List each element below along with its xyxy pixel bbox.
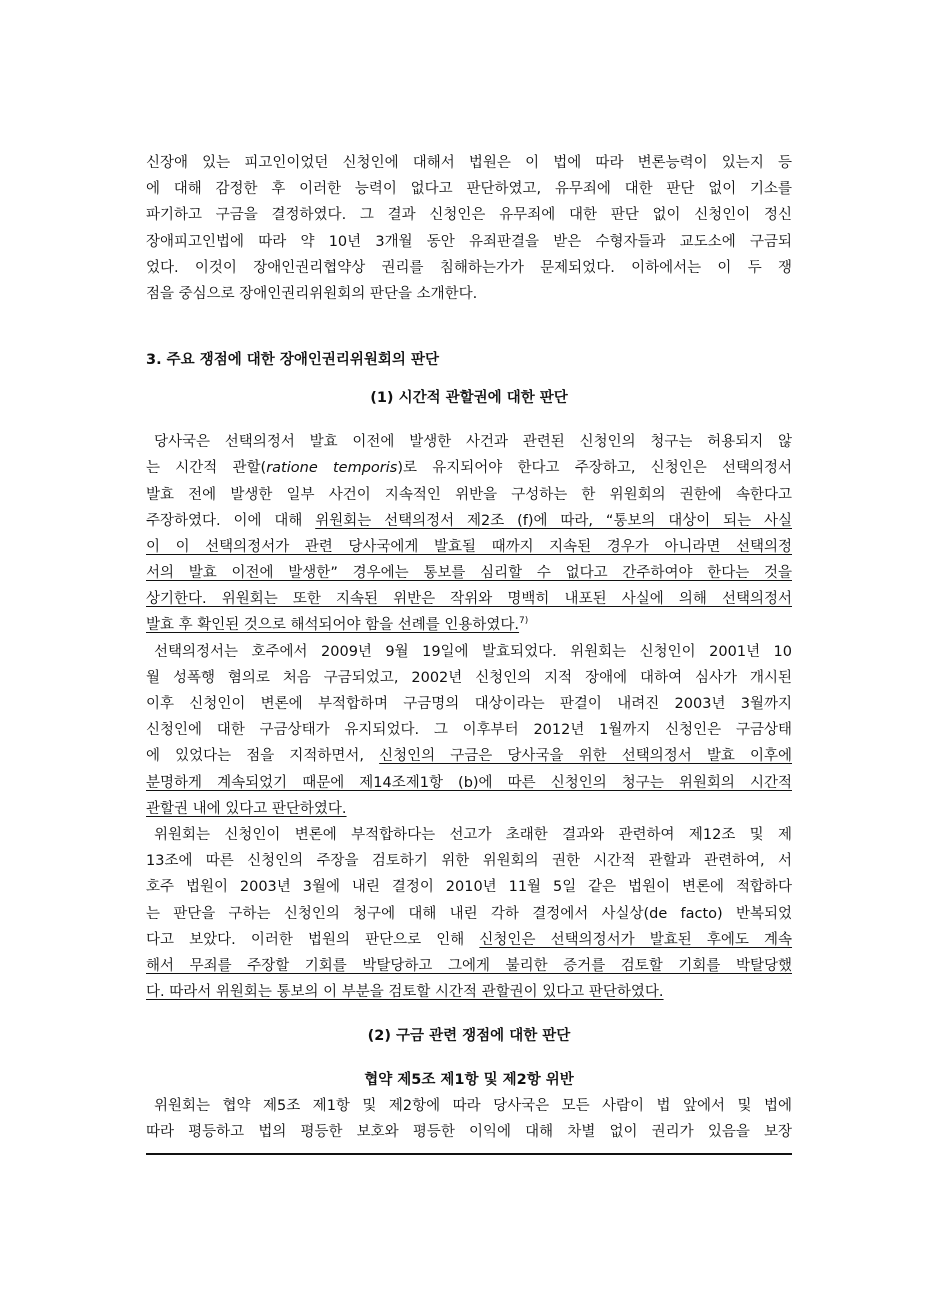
text-line: 이 이 선택의정서가 관련 당사국에게 발효될 때까지 지속된 경우가 아니라면 선택의정 bbox=[146, 538, 792, 555]
paragraph-temporal-3 bbox=[146, 822, 792, 1005]
footnote-ref[interactable]: 7) bbox=[519, 616, 529, 627]
document-page bbox=[146, 150, 792, 1146]
page-bottom-rule bbox=[146, 1153, 792, 1155]
article-heading: 협약 제5조 제1항 및 제2항 위반 bbox=[364, 1072, 574, 1089]
paragraph-temporal-2 bbox=[146, 639, 792, 822]
text-line: 점을 중심으로 장애인권리위원회의 판단을 소개한다. bbox=[146, 285, 478, 302]
text-line: 따라 평등하고 법의 평등한 보호와 평등한 이익에 대해 차별 없이 권리가 있음을 보장 bbox=[146, 1124, 792, 1141]
text-line: 당사국은 선택의정서 발효 이전에 발생한 사건과 관련된 신청인의 청구는 허용되지 않 bbox=[154, 434, 792, 451]
text-line: 주장하였다. 이에 대해 위원회는 선택의정서 제2조 (f)에 따라, “통보의 대상이 되는 사실 bbox=[146, 512, 792, 529]
text-line: 신청인에 대한 구금상태가 유지되었다. 그 이후부터 2012년 1월까지 신청인은 구금상태 bbox=[146, 722, 792, 739]
text-line: 선택의정서는 호주에서 2009년 9월 19일에 발효되었다. 위원회는 신청인이 2001년 10 bbox=[154, 643, 792, 660]
text-line: 장애피고인법에 따라 약 10년 3개월 동안 유죄판결을 받은 수형자들과 교도소에 구금되 bbox=[146, 233, 792, 250]
subsection-heading: (2) 구금 관련 쟁점에 대한 판단 bbox=[367, 1028, 571, 1045]
text-line: 는 시간적 관할(ratione temporis)로 유지되어야 한다고 주장하고, 신청인은 선택의정서 bbox=[146, 460, 792, 477]
paragraph-temporal-1 bbox=[146, 429, 792, 639]
text-line: 발효 후 확인된 것으로 해석되어야 함을 선례를 인용하였다.$^{7)}$ bbox=[146, 616, 529, 634]
paragraph-detention-1 bbox=[146, 1093, 792, 1145]
text-line: 분명하게 계속되었기 때문에 제14조제1항 (b)에 따른 신청인의 청구는 위원회의 시간적 bbox=[146, 774, 792, 791]
text-line: 신장애 있는 피고인이었던 신청인에 대해서 법원은 이 법에 따라 변론능력이 있는지 등 bbox=[146, 155, 792, 171]
text-line: 관할권 내에 있다고 판단하였다. bbox=[146, 800, 347, 817]
text-line: 상기한다. 위원회는 또한 지속된 위반은 작위와 명백히 내포된 사실에 의해 선택의정서 bbox=[146, 591, 792, 608]
text-line: 다고 보았다. 이러한 법원의 판단으로 인해 신청인은 선택의정서가 발효된 후에도 계속 bbox=[146, 931, 793, 948]
text-line: 에 대해 감정한 후 이러한 능력이 없다고 판단하였고, 유무죄에 대한 판단 없이 기소를 bbox=[146, 181, 792, 198]
text-line: 다. 따라서 위원회는 통보의 이 부분을 검토할 시간적 관할권이 있다고 판단하였다. bbox=[146, 984, 664, 1001]
subsection-heading: (1) 시간적 관할권에 대한 판단 bbox=[370, 390, 568, 407]
text-line: 호주 법원이 2003년 3월에 내린 결정이 2010년 11월 5일 같은 법원이 변론에 적합하다 bbox=[146, 879, 792, 896]
text-line: 에 있었다는 점을 지적하면서, 신청인의 구금은 당사국을 위한 선택의정서 발효 이후에 bbox=[146, 748, 792, 765]
text-line: 파기하고 구금을 결정하였다. 그 결과 신청인은 유무죄에 대한 판단 없이 신청인이 정신 bbox=[146, 207, 792, 224]
section-heading: 3. 주요 쟁점에 대한 장애인권리위원회의 판단 bbox=[146, 352, 439, 369]
text-line: 13조에 따른 신청인의 주장을 검토하기 위한 위원회의 권한 시간적 관할과 관련하여, 서 bbox=[146, 853, 792, 870]
text-line: 발효 전에 발생한 일부 사건이 지속적인 위반을 구성하는 한 위원회의 권한에 속한다고 bbox=[146, 486, 792, 503]
text-line: 위원회는 협약 제5조 제1항 및 제2항에 따라 당사국은 모든 사람이 법 앞에서 및 법에 bbox=[154, 1098, 792, 1115]
text-line: 해서 무죄를 주장할 기회를 박탈당하고 그에게 불리한 증거를 검토할 기회를 박탈당했 bbox=[146, 957, 792, 974]
text-line: 위원회는 신청인이 변론에 부적합하다는 선고가 초래한 결과와 관련하여 제12조 및 제 bbox=[154, 826, 792, 843]
latin-term: ratione temporis bbox=[266, 460, 398, 477]
text-line: 는 판단을 구하는 신청인의 청구에 대해 내린 각하 결정에서 사실상(de facto) 반복되었 bbox=[146, 905, 792, 922]
text-line: 었다. 이것이 장애인권리협약상 권리를 침해하는가가 문제되었다. 이하에서는 이 두 쟁 bbox=[146, 259, 792, 276]
text-line: 서의 발효 이전에 발생한” 경우에는 통보를 심리할 수 없다고 간주하여야 한다는 것을 bbox=[146, 565, 792, 582]
text-line: 월 성폭행 혐의로 처음 구금되었고, 2002년 신청인의 지적 장애에 대하여 심사가 개시된 bbox=[146, 669, 792, 686]
intro-paragraph bbox=[146, 150, 792, 307]
text-line: 이후 신청인이 변론에 부적합하며 구금명의 대상이라는 판결이 내려진 2003년 3월까지 bbox=[146, 696, 792, 712]
